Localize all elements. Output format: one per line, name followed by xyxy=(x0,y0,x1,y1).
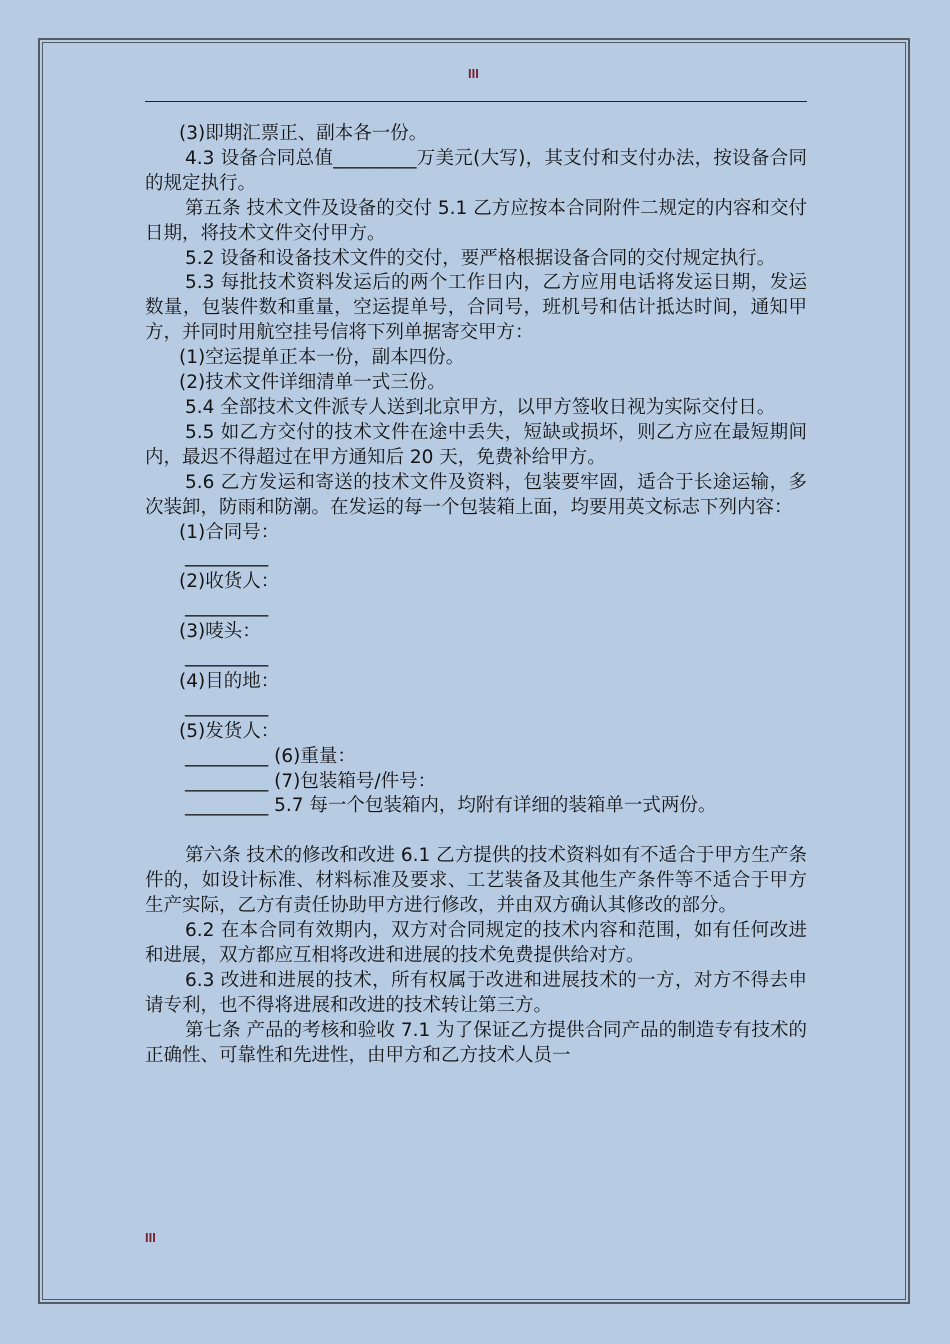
paragraph: 4.3 设备合同总值_________万美元(大写)，其支付和支付办法，按设备合同的规定执行。 xyxy=(145,147,807,194)
header-rule xyxy=(145,101,807,102)
list-item: (3)唛头： xyxy=(179,621,261,643)
paragraph: 5.5 如乙方交付的技术文件在途中丢失，短缺或损坏，则乙方应在最短期间内，最迟不得超过在甲方通知后 20 天，免费补给甲方。 xyxy=(145,421,807,468)
paragraph: 5.4 全部技术文件派专人送到北京甲方，以甲方签收日视为实际交付日。 xyxy=(185,396,776,418)
paragraph: (2)技术文件详细清单一式三份。 xyxy=(179,372,446,394)
paragraph: 5.6 乙方发运和寄送的技术文件及资料，包装要牢固，适合于长途运输，多次装卸，防雨和防潮。在发运的每一个包装箱上面，均要用英文标志下列内容： xyxy=(145,471,807,518)
footer-mark: III xyxy=(145,1230,156,1245)
paragraph: 6.2 在本合同有效期内，双方对合同规定的技术内容和范围，如有任何改进和进展，双方都应互相将改进和进展的技术免费提供给对方。 xyxy=(145,919,807,966)
paragraph: 第七条 产品的考核和验收 7.1 为了保证乙方提供合同产品的制造专有技术的正确性、可靠性和先进性，由甲方和乙方技术人员一 xyxy=(145,1019,807,1066)
blank-line: _________ xyxy=(185,646,269,668)
paragraph: 5.2 设备和设备技术文件的交付，要严格根据设备合同的交付规定执行。 xyxy=(185,247,776,269)
blank-line: _________ xyxy=(185,546,269,568)
paragraph: 5.3 每批技术资料发运后的两个工作日内，乙方应用电话将发运日期，发运数量，包装件数和重量，空运提单号，合同号，班机号和估计抵达时间，通知甲方，并同时用航空挂号信将下列单据寄交甲方： xyxy=(145,272,807,344)
list-item: (1)合同号： xyxy=(179,521,280,543)
list-item: _________ (6)重量： xyxy=(185,745,356,767)
blank-line: _________ xyxy=(185,596,269,618)
header-mark: III xyxy=(468,66,479,81)
document-body xyxy=(145,122,807,1068)
paragraph: (3)即期汇票正、副本各一份。 xyxy=(179,123,428,144)
list-item: _________ 5.7 每一个包装箱内，均附有详细的装箱单一式两份。 xyxy=(185,795,717,817)
blank-line: _________ xyxy=(185,695,269,717)
list-item: (2)收货人： xyxy=(179,571,280,593)
paragraph: 第六条 技术的修改和改进 6.1 乙方提供的技术资料如有不适合于甲方生产条件的，如设计标准、材料标准及要求、工艺装备及其他生产条件等不适合于甲方生产实际，乙方有责任协助甲方进行修改，并由双方确认其修改的部分。 xyxy=(145,845,807,917)
list-item: _________ (7)包装箱号/件号： xyxy=(185,770,437,792)
paragraph: 6.3 改进和进展的技术，所有权属于改进和进展技术的一方，对方不得去申请专利，也不得将进展和改进的技术转让第三方。 xyxy=(145,969,807,1016)
paragraph: (1)空运提单正本一份，副本四份。 xyxy=(179,347,465,369)
paragraph: 第五条 技术文件及设备的交付 5.1 乙方应按本合同附件二规定的内容和交付日期，将技术文件交付甲方。 xyxy=(145,197,807,244)
list-item: (4)目的地： xyxy=(179,670,280,692)
spacer xyxy=(145,819,807,844)
list-item: (5)发货人： xyxy=(179,720,280,742)
